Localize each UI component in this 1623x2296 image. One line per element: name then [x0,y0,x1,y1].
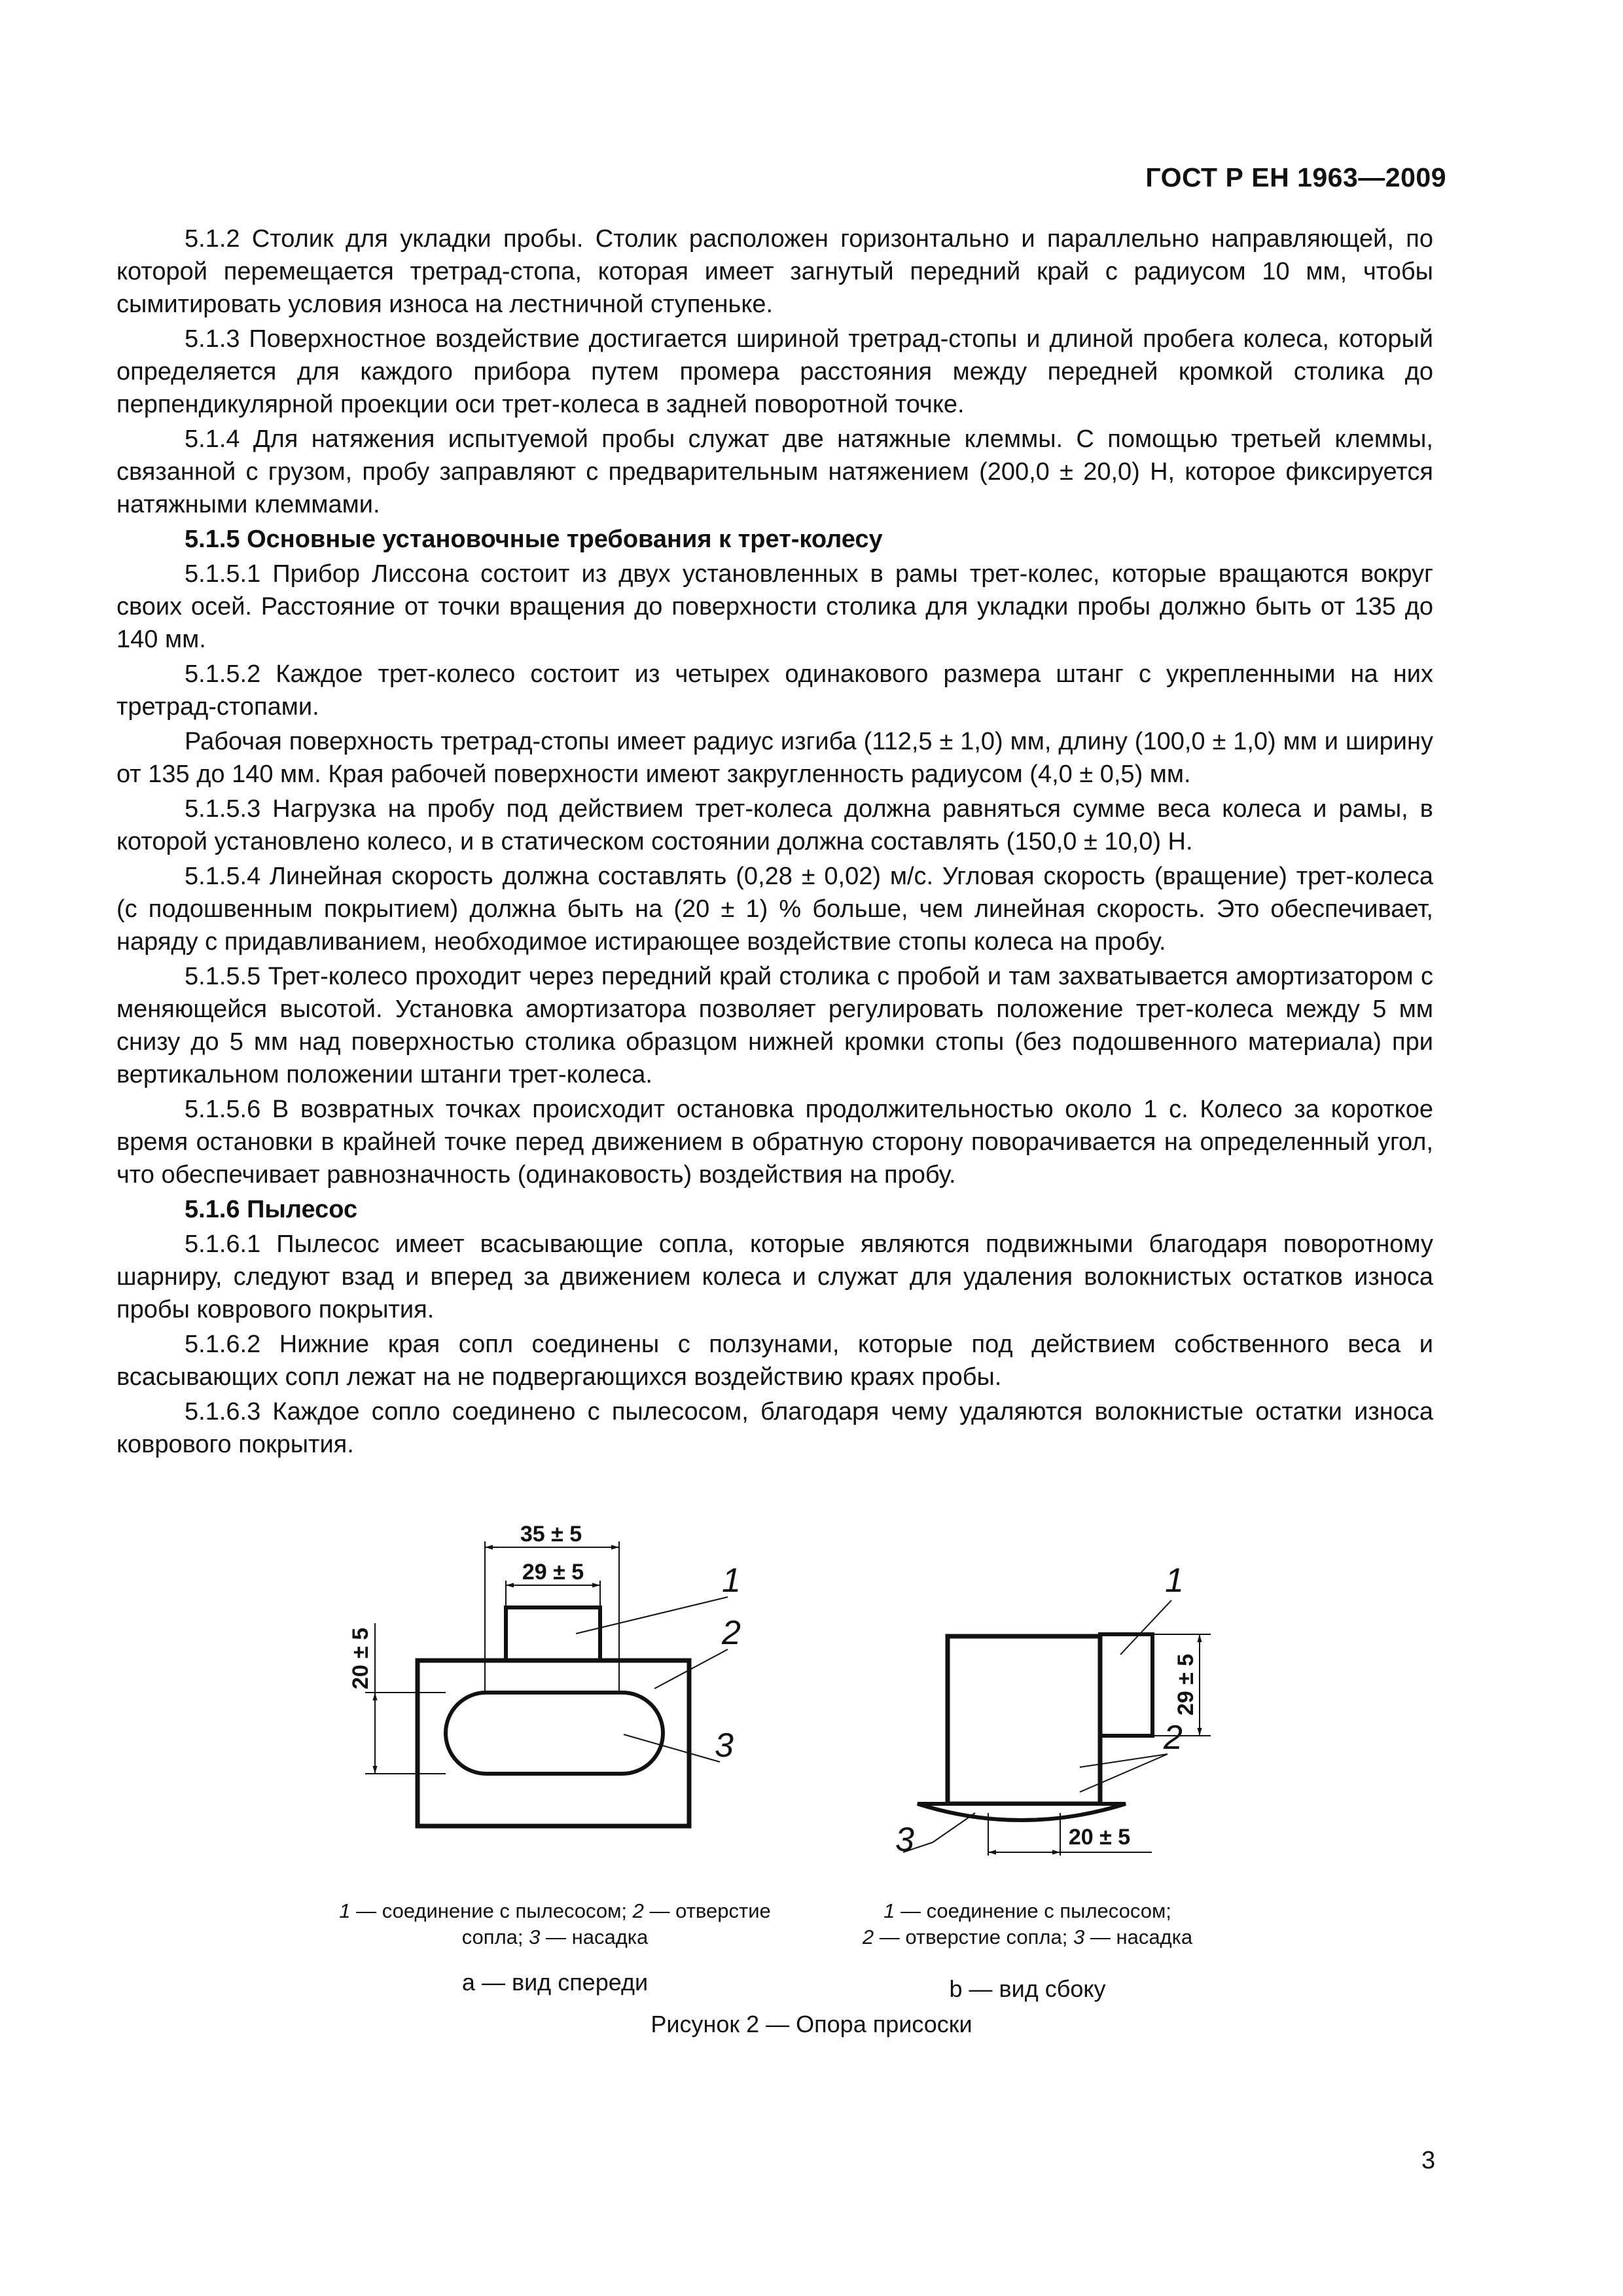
paragraph-5-1-5-6: 5.1.5.6 В возвратных точках происходит остановка продолжительностью около 1 с. Колесо за короткое время остановки в крайней точке перед движением в обратную сторону поворачивается на определенный угол, что обеспечивает равнозначность (одинаковость) воздействия на пробу. [116,1096,1433,1189]
legend-text-2: — отверстие сопла; [874,1926,1073,1948]
front-dim-outer: 35 ± 5 [520,1522,582,1547]
paragraph-5-1-5-5: 5.1.5.5 Трет-колесо проходит через передний край столика с пробой и там захватывается амортизатором с меняющейся высотой. Установка амортизатора позволяет регулировать положение трет-колеса между 5 мм снизу до 5 мм над поверхностью столика образцом нижней кромки стопы (без подошвенного материала) при вертикальном положении штанги трет-колеса. [116,963,1433,1088]
side-dim-height: 29 ± 5 [1173,1653,1198,1716]
side-callout-2: 2 [1164,1719,1183,1757]
side-view-subcaption: b — вид сбоку [949,1975,1106,2002]
front-callout-3: 3 [715,1727,734,1765]
heading-5-1-6: 5.1.6 Пылесос [185,1196,358,1223]
front-nozzle-opening [446,1693,663,1774]
side-view-legend [838,1898,1217,1950]
paragraph-5-1-5-1: 5.1.5.1 Прибор Лиссона состоит из двух установленных в рамы трет-колес, которые вращаются вокруг своих осей. Расстояние от точки вращения до поверхности столика для укладки пробы должно быть от 135 до 140 мм. [116,560,1433,653]
paragraph-5-1-6-1: 5.1.6.1 Пылесос имеет всасывающие сопла, которые являются подвижными благодаря поворотному шарниру, следуют взад и вперед за движением колеса и служат для удаления волокнистых остатков износа пробы коврового покрытия. [116,1230,1433,1323]
legend-num-2: 2 [632,1899,644,1922]
paragraph-5-1-5-2: 5.1.5.2 Каждое трет-колесо состоит из четырех одинакового размера штанг с укрепленными на них третрад-стопами. [116,660,1433,721]
front-view [348,1522,741,1826]
side-vacuum-connector [1100,1634,1152,1736]
legend-num-1: 1 [339,1899,351,1922]
paragraph-5-1-5-4: 5.1.5.4 Линейная скорость должна составлять (0,28 ± 0,02) м/с. Угловая скорость (вращение) трет-колеса (с подошвенным покрытием) должна быть на (20 ± 1) % больше, чем линейная скорость. Это обеспечивает, наряду с придавливанием, необходимое истирающее воздействие стопы колеса на пробу. [116,863,1433,956]
paragraph-5-1-6-2: 5.1.6.2 Нижние края сопл соединены с ползунами, которые под действием собственного веса и всасывающих сопл лежат на не подвергающихся воздействию краях пробы. [116,1331,1433,1391]
paragraph-5-1-2: 5.1.2 Столик для укладки пробы. Столик расположен горизонтально и параллельно направляющей, по которой перемещается третрад-стопа, которая имеет загнутый передний край с радиусом 10 мм, чтобы сымитировать условия износа на лестничной ступеньке. [116,225,1433,318]
front-view-legend [326,1898,784,1950]
figure-caption: Рисунок 2 — Опора присоски [651,2011,972,2037]
legend-num-3: 3 [1073,1926,1085,1948]
side-callout-1: 1 [1165,1562,1184,1600]
legend-text-1: — соединение с пылесосом; [350,1899,633,1922]
legend-text-1: — соединение с пылесосом; [895,1899,1171,1922]
legend-text-3: — насадка [540,1926,649,1948]
paragraph-5-1-3: 5.1.3 Поверхностное воздействие достигается шириной третрад-стопы и длиной пробега колеса, который определяется для каждого прибора путем промера расстояния между передней кромкой столика до перпендикулярной проекции оси трет-колеса в задней поворотной точке. [116,325,1433,418]
figure-2 [0,1479,1623,2002]
front-view-subcaption: а — вид спереди [461,1969,649,1996]
front-dim-height: 20 ± 5 [348,1627,373,1690]
side-view [895,1562,1211,1859]
side-nozzle-body [948,1636,1100,1804]
front-vacuum-connector [506,1607,600,1660]
paragraph-5-1-6-3: 5.1.6.3 Каждое сопло соединено с пылесосом, благодаря чему удаляются волокнистые остатки износа коврового покрытия. [116,1398,1433,1458]
paragraph-5-1-5-3: 5.1.5.3 Нагрузка на пробу под действием трет-колеса должна равняться сумме веса колеса и рамы, в которой установлено колесо, и в статическом состоянии должна составлять (150,0 ± 10,0) Н. [116,795,1433,855]
front-callout-1: 1 [722,1562,741,1600]
side-callout-3: 3 [895,1821,914,1859]
heading-5-1-5: 5.1.5 Основные установочные требования к трет-колесу [185,526,883,553]
side-dim-width: 20 ± 5 [1068,1825,1131,1850]
document-header: ГОСТ Р ЕН 1963—2009 [1145,162,1446,192]
document-body [116,223,1433,1461]
legend-text-3: — насадка [1084,1926,1193,1948]
front-dim-inner: 29 ± 5 [522,1560,584,1585]
front-nozzle-body [418,1660,689,1826]
figure-2-drawing [0,1479,1623,1990]
legend-text-2: — отверстие сопла; [461,1899,771,1948]
legend-num-1: 1 [883,1899,895,1922]
front-callout-2: 2 [722,1614,741,1652]
paragraph-5-1-4: 5.1.4 Для натяжения испытуемой пробы служат две натяжные клеммы. С помощью третьей клеммы, связанной с грузом, пробу заправляют с предварительным натяжением (200,0 ± 20,0) Н, которое фиксируется натяжными клеммами. [116,425,1433,518]
legend-num-2: 2 [862,1926,874,1948]
page-number: 3 [1421,2147,1436,2174]
legend-num-3: 3 [529,1926,541,1948]
paragraph-5-1-5-2-continued: Рабочая поверхность третрад-стопы имеет радиус изгиба (112,5 ± 1,0) мм, длину (100,0 ± 1,0) мм и ширину от 135 до 140 мм. Края рабочей поверхности имеют закругленность радиусом (4,0 ± 0,5) мм. [116,728,1433,788]
